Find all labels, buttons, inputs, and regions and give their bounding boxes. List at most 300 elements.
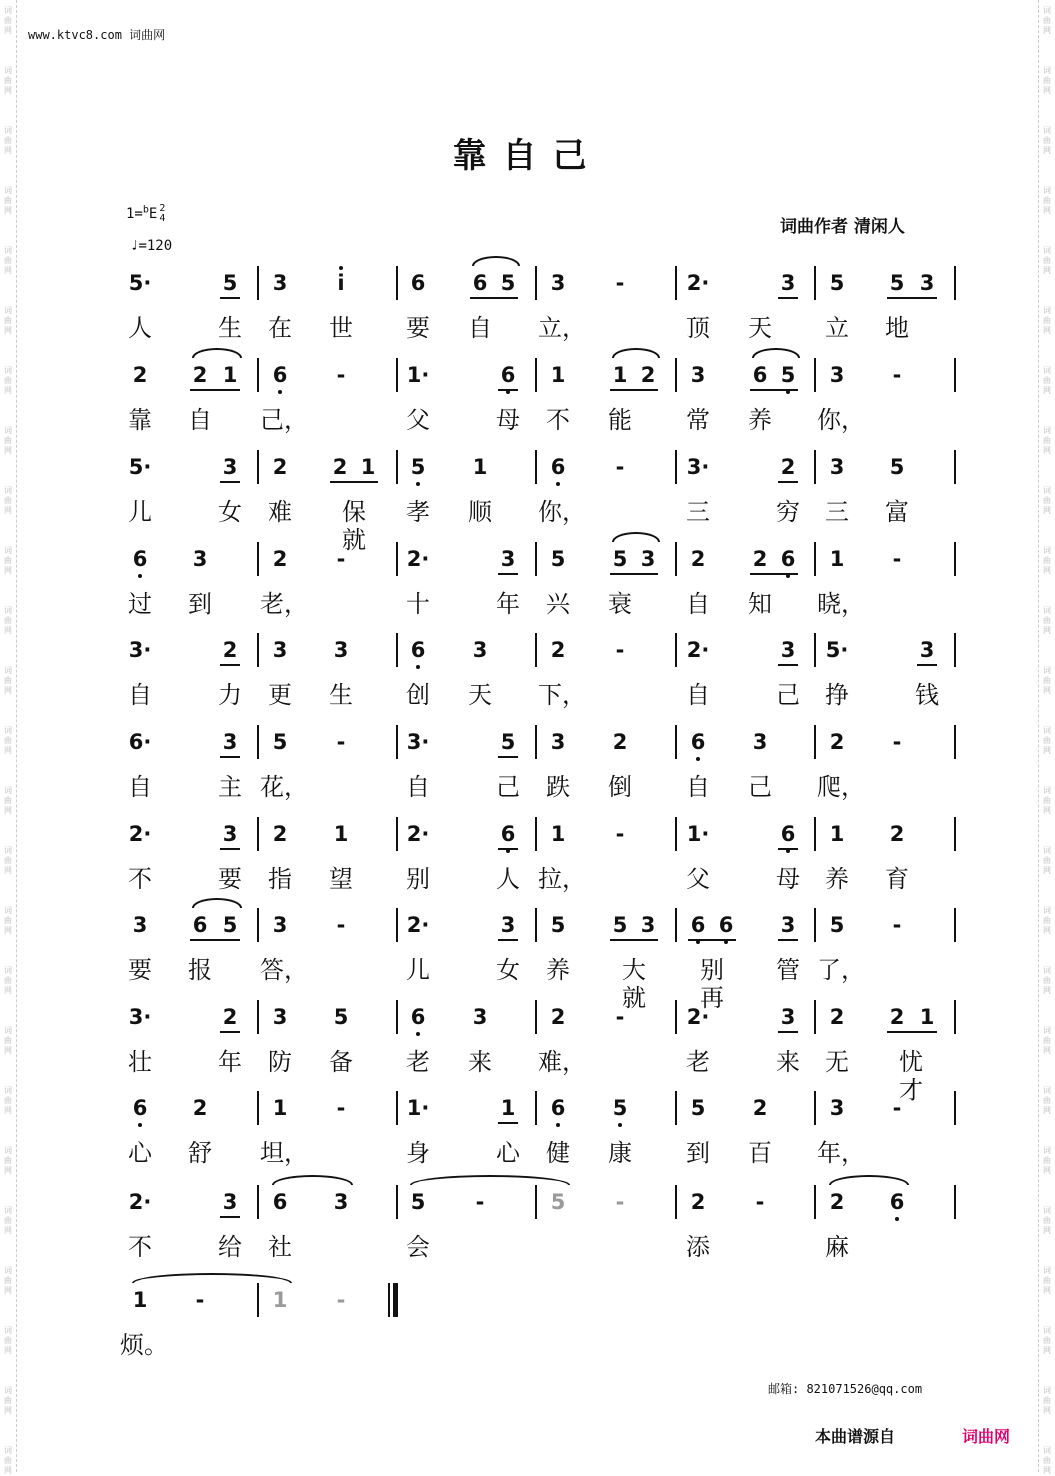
- barline: [675, 725, 677, 759]
- lyric-syllable: 大就: [622, 956, 646, 1012]
- lyric-syllable: 顺: [468, 498, 492, 526]
- lyric-syllable: 身: [406, 1139, 430, 1167]
- lyric-syllable: 儿: [128, 498, 152, 526]
- lyric-syllable: 添: [686, 1233, 710, 1261]
- lyric-syllable: 老: [686, 1048, 710, 1076]
- lyric-syllable: 要: [218, 865, 242, 893]
- note: 6: [410, 271, 426, 295]
- barline: [675, 266, 677, 300]
- note: 2: [640, 363, 656, 387]
- note: 2·: [686, 271, 710, 295]
- barline: [675, 1185, 677, 1219]
- note: 3: [829, 1096, 845, 1120]
- lyric-syllable: 备: [329, 1048, 353, 1076]
- beam-line: [778, 939, 798, 941]
- note: -: [892, 363, 902, 387]
- watermark-text: 词 曲 网: [4, 1386, 12, 1415]
- watermark-text: 词 曲 网: [4, 666, 12, 695]
- barline: [257, 542, 259, 576]
- note: 5: [612, 1096, 628, 1120]
- watermark-text: 词 曲 网: [1043, 1446, 1051, 1475]
- octave-dot: [416, 665, 420, 669]
- beam-line: [498, 1122, 518, 1124]
- lyric-syllable: 心: [128, 1139, 152, 1167]
- beam-line: [220, 297, 240, 299]
- watermark-text: 词 曲 网: [1043, 246, 1051, 275]
- note: 1: [132, 1288, 148, 1312]
- lyric-syllable: 自: [128, 681, 152, 709]
- lyric-syllable: 壮: [128, 1048, 152, 1076]
- slur-arc: [272, 1175, 353, 1185]
- barline: [535, 908, 537, 942]
- lyric-syllable: 天: [468, 681, 492, 709]
- barline: [814, 908, 816, 942]
- lyric-syllable: 女: [218, 498, 242, 526]
- note: i: [337, 271, 345, 295]
- note: 5: [272, 730, 288, 754]
- watermark-text: 词 曲 网: [1043, 666, 1051, 695]
- note: 6: [500, 363, 516, 387]
- note: 5: [550, 913, 566, 937]
- note: 1·: [406, 1096, 430, 1120]
- octave-dot: [895, 1217, 899, 1221]
- octave-dot: [416, 482, 420, 486]
- slur-arc: [752, 348, 800, 358]
- watermark-text: 词 曲 网: [4, 1266, 12, 1295]
- note: 2: [192, 363, 208, 387]
- lyric-syllable: 来: [776, 1048, 800, 1076]
- beam-line: [498, 573, 518, 575]
- note: 5: [550, 547, 566, 571]
- note: 2: [889, 822, 905, 846]
- barline: [535, 725, 537, 759]
- lyric-syllable: 拉，: [538, 865, 586, 893]
- watermark-text: 词 曲 网: [4, 66, 12, 95]
- note: 3: [222, 455, 238, 479]
- slur-arc: [132, 1273, 292, 1283]
- note: -: [615, 1005, 625, 1029]
- note: 2: [132, 363, 148, 387]
- lyric-syllable: 更: [268, 681, 292, 709]
- note: 3: [780, 638, 796, 662]
- lyric-syllable: 己: [776, 681, 800, 709]
- lyric-syllable: 自: [406, 773, 430, 801]
- lyric-syllable: 到: [188, 590, 212, 618]
- note: -: [755, 1190, 765, 1214]
- note: -: [336, 1288, 346, 1312]
- barline: [535, 1000, 537, 1034]
- lyric-syllable: 父: [686, 865, 710, 893]
- lyric-syllable: 母: [496, 406, 520, 434]
- note: 2: [550, 638, 566, 662]
- slur-arc: [472, 256, 520, 266]
- lyric-syllable: 靠: [128, 406, 152, 434]
- watermark-text: 词 曲 网: [4, 486, 12, 515]
- slur-arc: [192, 898, 242, 908]
- note: 3·: [406, 730, 430, 754]
- lyric-syllable: 康: [608, 1139, 632, 1167]
- octave-dot: [696, 757, 700, 761]
- beam-line: [778, 481, 798, 483]
- barline: [954, 542, 956, 576]
- note: 3: [829, 363, 845, 387]
- lyric-syllable: 跌: [546, 773, 570, 801]
- watermark-text: 词 曲 网: [4, 126, 12, 155]
- lyric-syllable: 兴: [546, 590, 570, 618]
- note: 2·: [406, 913, 430, 937]
- note: 5: [829, 271, 845, 295]
- lyric-syllable: 主: [218, 773, 242, 801]
- beam-line: [750, 573, 798, 575]
- quarter-note-icon: ♩: [130, 238, 139, 254]
- note: -: [892, 1096, 902, 1120]
- lyric-syllable: 年: [218, 1048, 242, 1076]
- beam-line: [778, 297, 798, 299]
- note: 5: [500, 730, 516, 754]
- note: 5: [690, 1096, 706, 1120]
- barline: [257, 817, 259, 851]
- barline: [814, 542, 816, 576]
- note: 2: [829, 730, 845, 754]
- watermark-text: 词 曲 网: [1043, 1086, 1051, 1115]
- watermark-text: 词 曲 网: [4, 246, 12, 275]
- watermark-text: 词 曲 网: [1043, 186, 1051, 215]
- watermark-text: 词 曲 网: [4, 366, 12, 395]
- lyric-syllable: 倒: [608, 773, 632, 801]
- lyric-syllable: 给: [218, 1233, 242, 1261]
- note: 6: [132, 547, 148, 571]
- slur-arc: [192, 348, 242, 358]
- note: -: [615, 638, 625, 662]
- barline: [396, 450, 398, 484]
- lyric-syllable: 无: [825, 1048, 849, 1076]
- watermark-text: 词 曲 网: [1043, 426, 1051, 455]
- note: 6: [690, 730, 706, 754]
- note: 1: [333, 822, 349, 846]
- note: 1·: [686, 822, 710, 846]
- beam-line: [330, 481, 378, 483]
- barline: [814, 358, 816, 392]
- barline: [954, 450, 956, 484]
- lyric-syllable: 要: [128, 956, 152, 984]
- note: 2: [752, 547, 768, 571]
- note: 3: [222, 1190, 238, 1214]
- note: 2: [272, 822, 288, 846]
- watermark-text: 词 曲 网: [1043, 126, 1051, 155]
- barline: [954, 633, 956, 667]
- barline: [257, 450, 259, 484]
- note: 2: [222, 1005, 238, 1029]
- lyric-syllable: 老，: [260, 590, 308, 618]
- octave-dot: [138, 1123, 142, 1127]
- lyric-syllable: 孝: [406, 498, 430, 526]
- lyric-syllable: 己: [496, 773, 520, 801]
- contact-email: 邮箱: 821071526@qq.com: [768, 1382, 923, 1396]
- lyric-syllable: 你，: [817, 406, 865, 434]
- author-credit: 词曲作者 清闲人: [780, 217, 905, 237]
- lyric-syllable: 立，: [538, 314, 586, 342]
- beam-line: [887, 297, 937, 299]
- note: 6: [718, 913, 734, 937]
- lyric-syllable: 过: [128, 590, 152, 618]
- watermark-text: 词 曲 网: [4, 1206, 12, 1235]
- beam-line: [220, 756, 240, 758]
- lyric-syllable: 三: [825, 498, 849, 526]
- note: -: [615, 822, 625, 846]
- watermark-text: 词 曲 网: [4, 546, 12, 575]
- watermark-text: 词 曲 网: [4, 846, 12, 875]
- note: 6: [192, 913, 208, 937]
- note: 3: [690, 363, 706, 387]
- lyric-syllable: 了，: [817, 956, 865, 984]
- note: -: [892, 547, 902, 571]
- lyric-syllable: 己，: [260, 406, 308, 434]
- note: 6: [132, 1096, 148, 1120]
- note: 2: [222, 638, 238, 662]
- note: 3: [780, 1005, 796, 1029]
- lyric-syllable: 报: [188, 956, 212, 984]
- lyric-syllable: 三: [686, 498, 710, 526]
- note: -: [336, 913, 346, 937]
- note: 5: [829, 913, 845, 937]
- note: 6: [410, 1005, 426, 1029]
- note: 2: [192, 1096, 208, 1120]
- note: 1: [272, 1096, 288, 1120]
- watermark-text: 词 曲 网: [1043, 726, 1051, 755]
- barline: [675, 1000, 677, 1034]
- note: 2·: [128, 1190, 152, 1214]
- watermark-text: 词 曲 网: [4, 906, 12, 935]
- barline: [675, 1091, 677, 1125]
- watermark-text: 词 曲 网: [1043, 486, 1051, 515]
- barline: [954, 358, 956, 392]
- lyric-syllable: 力: [218, 681, 242, 709]
- note: 5: [612, 547, 628, 571]
- note: 3: [192, 547, 208, 571]
- lyric-syllable: 望: [329, 865, 353, 893]
- lyric-syllable: 地: [885, 314, 909, 342]
- note: 3: [272, 638, 288, 662]
- beam-line: [220, 664, 240, 666]
- watermark-text: 词 曲 网: [4, 966, 12, 995]
- note: 2·: [686, 638, 710, 662]
- barline: [396, 1185, 398, 1219]
- watermark-text: 词 曲 网: [1043, 1266, 1051, 1295]
- beam-line: [778, 848, 798, 850]
- note: 1: [919, 1005, 935, 1029]
- lyric-syllable: 坦，: [260, 1139, 308, 1167]
- note: 2·: [406, 822, 430, 846]
- barline: [535, 542, 537, 576]
- note: 5: [780, 363, 796, 387]
- watermark-text: 词 曲 网: [1043, 546, 1051, 575]
- lyric-syllable: 百: [748, 1139, 772, 1167]
- barline: [814, 1185, 816, 1219]
- key-signature: 1=$^b$E 2 4: [126, 203, 166, 224]
- barline: [535, 633, 537, 667]
- lyric-syllable: 难，: [538, 1048, 586, 1076]
- barline: [257, 725, 259, 759]
- slur-arc: [612, 532, 660, 542]
- note: 3: [500, 913, 516, 937]
- lyric-syllable: 下，: [538, 681, 586, 709]
- note: 2: [829, 1190, 845, 1214]
- barline: [814, 1091, 816, 1125]
- note: 5: [612, 913, 628, 937]
- barline: [814, 817, 816, 851]
- note: -: [892, 913, 902, 937]
- lyric-syllable: 年，: [817, 1139, 865, 1167]
- note: 5: [550, 1190, 566, 1214]
- lyric-syllable: 烦。: [120, 1331, 168, 1359]
- lyric-syllable: 难: [268, 498, 292, 526]
- barline: [257, 358, 259, 392]
- source-link[interactable]: 词曲网: [962, 1427, 1011, 1446]
- watermark-text: 词 曲 网: [4, 306, 12, 335]
- octave-dot: [339, 266, 343, 270]
- beam-line: [610, 939, 658, 941]
- watermark-text: 词 曲 网: [1043, 1326, 1051, 1355]
- lyric-syllable: 自: [686, 681, 710, 709]
- note: 2: [752, 1096, 768, 1120]
- note: 2: [690, 547, 706, 571]
- beam-line: [498, 939, 518, 941]
- note: 1: [272, 1288, 288, 1312]
- lyric-syllable: 爬，: [817, 773, 865, 801]
- barline: [396, 542, 398, 576]
- octave-dot: [416, 1032, 420, 1036]
- watermark-text: 词 曲 网: [1043, 366, 1051, 395]
- lyric-syllable: 世: [329, 314, 353, 342]
- lyric-syllable: 自: [128, 773, 152, 801]
- lyric-syllable: 创: [406, 681, 430, 709]
- note: 5·: [128, 455, 152, 479]
- slur-arc: [612, 348, 660, 358]
- note: 3: [752, 730, 768, 754]
- lyric-syllable: 自: [686, 590, 710, 618]
- beam-line: [498, 389, 518, 391]
- lyric-syllable: 你，: [538, 498, 586, 526]
- note: 3: [132, 913, 148, 937]
- beam-line: [498, 756, 518, 758]
- beam-line: [778, 664, 798, 666]
- note: 3: [333, 638, 349, 662]
- barline: [257, 908, 259, 942]
- note: -: [475, 1190, 485, 1214]
- watermark-text: 词 曲 网: [4, 1146, 12, 1175]
- barline: [396, 817, 398, 851]
- barline: [535, 1185, 537, 1219]
- song-title: 靠自己: [452, 136, 603, 176]
- watermark-text: 词 曲 网: [4, 786, 12, 815]
- barline: [396, 725, 398, 759]
- lyric-syllable: 人: [496, 865, 520, 893]
- lyric-syllable: 育: [885, 865, 909, 893]
- lyric-syllable: 养: [825, 865, 849, 893]
- note: 1: [500, 1096, 516, 1120]
- lyric-syllable: 不: [128, 1233, 152, 1261]
- barline: [535, 358, 537, 392]
- watermark-text: 词 曲 网: [1043, 66, 1051, 95]
- lyric-syllable: 答，: [260, 956, 308, 984]
- barline: [954, 817, 956, 851]
- barline: [954, 266, 956, 300]
- source-label: 本曲谱源自: [815, 1427, 896, 1446]
- note: -: [336, 363, 346, 387]
- barline: [814, 633, 816, 667]
- octave-dot: [618, 1123, 622, 1127]
- lyric-syllable: 生: [218, 314, 242, 342]
- note: -: [615, 1190, 625, 1214]
- watermark-text: 词 曲 网: [1043, 1386, 1051, 1415]
- lyric-syllable: 心: [496, 1139, 520, 1167]
- lyric-syllable: 年: [496, 590, 520, 618]
- octave-dot: [278, 390, 282, 394]
- lyric-syllable: 己: [748, 773, 772, 801]
- note: 2·: [406, 547, 430, 571]
- note: 2: [550, 1005, 566, 1029]
- note: 3: [472, 1005, 488, 1029]
- barline: [257, 1091, 259, 1125]
- barline: [535, 266, 537, 300]
- note: 1: [472, 455, 488, 479]
- barline: [257, 1283, 259, 1317]
- final-barline-thick: [393, 1283, 398, 1317]
- lyric-syllable: 衰: [608, 590, 632, 618]
- lyric-syllable: 儿: [406, 956, 430, 984]
- note: -: [336, 1096, 346, 1120]
- note: 6: [889, 1190, 905, 1214]
- time-signature: 2 4: [159, 203, 166, 224]
- note: 5·: [128, 271, 152, 295]
- lyric-syllable: 会: [406, 1233, 430, 1261]
- note: 6: [550, 455, 566, 479]
- note: 6: [780, 822, 796, 846]
- barline: [257, 1185, 259, 1219]
- note: 2: [332, 455, 348, 479]
- note: 5: [222, 913, 238, 937]
- lyric-syllable: 不: [546, 406, 570, 434]
- lyric-syllable: 忧才: [899, 1048, 923, 1104]
- note: 2: [272, 547, 288, 571]
- slur-arc: [410, 1175, 570, 1185]
- octave-dot: [138, 574, 142, 578]
- note: 2·: [686, 1005, 710, 1029]
- lyric-syllable: 保就: [342, 498, 366, 554]
- note: 2·: [128, 822, 152, 846]
- beam-line: [917, 664, 937, 666]
- note: 6: [272, 363, 288, 387]
- watermark-text: 词 曲 网: [1043, 906, 1051, 935]
- watermark-text: 词 曲 网: [1043, 786, 1051, 815]
- lyric-syllable: 来: [468, 1048, 492, 1076]
- barline: [675, 633, 677, 667]
- lyric-syllable: 常: [686, 406, 710, 434]
- barline: [396, 266, 398, 300]
- watermark-text: 词 曲 网: [1043, 1206, 1051, 1235]
- note: 6·: [128, 730, 152, 754]
- note: 3: [222, 822, 238, 846]
- lyric-syllable: 知: [748, 590, 772, 618]
- watermark-text: 词 曲 网: [1043, 846, 1051, 875]
- lyric-syllable: 人: [128, 314, 152, 342]
- watermark-text: 词 曲 网: [1043, 306, 1051, 335]
- lyric-syllable: 养: [546, 956, 570, 984]
- lyric-syllable: 养: [748, 406, 772, 434]
- note: 2: [780, 455, 796, 479]
- note: 1: [360, 455, 376, 479]
- beam-line: [610, 573, 658, 575]
